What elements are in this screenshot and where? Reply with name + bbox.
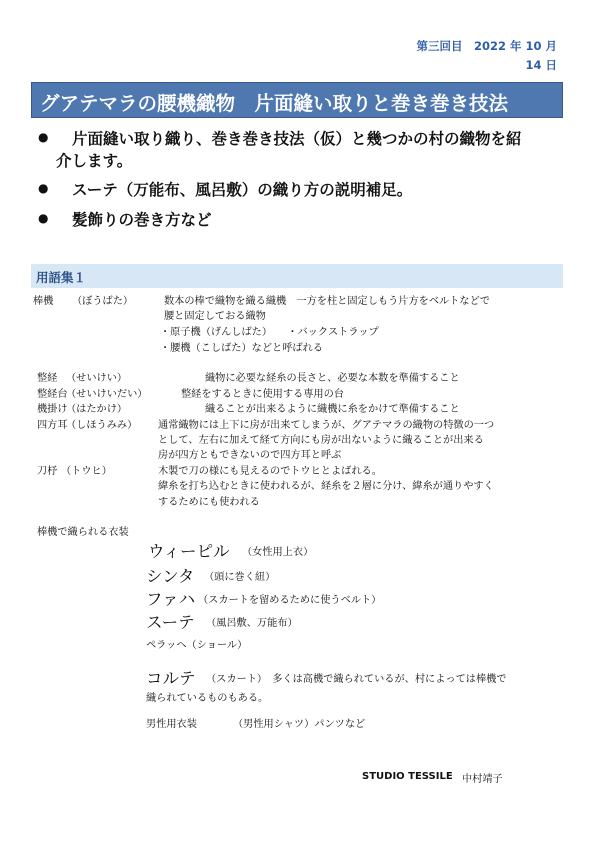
- date-line-2: 14 日: [525, 58, 557, 72]
- definition-line: するためにも使われる: [158, 497, 260, 508]
- definition-line: 数本の棒で織物を織る織機 一方を柱と固定しもう片方をベルトなどで: [164, 296, 490, 307]
- definition-line: 緯糸を打ち込むときに使われるが、経糸を２層に分け、緯糸が通りやすく: [158, 481, 494, 492]
- bullet-icon: ●: [38, 130, 49, 144]
- title-banner: [31, 82, 563, 118]
- garment-desc: （風呂敷、万能布）: [206, 618, 298, 629]
- term-seikeidai: 整経台: [37, 389, 68, 400]
- glossary-heading: 用語集１: [36, 270, 87, 285]
- intro-bullet-1-line-2: 介します。: [56, 152, 133, 170]
- definition-line: 整経をするときに使用する専用の台: [181, 389, 344, 400]
- intro-bullet-2: スーテ（万能布、風呂敷）の織り方の説明補足。: [72, 181, 413, 199]
- term-shihoumimi: 四方耳: [37, 420, 68, 431]
- studio-name: STUDIO TESSILE: [362, 771, 453, 782]
- garment-desc: （頭に巻く紐）: [204, 572, 276, 583]
- reading-seikei: （せいけい）: [66, 373, 128, 384]
- reading-shihoumimi: （しほうみみ）: [66, 420, 138, 431]
- definition-sub-line: ・原子機（げんしばた） ・バックストラップ: [160, 327, 379, 338]
- bullet-icon: ●: [38, 181, 49, 195]
- garment-desc: （女性用上衣）: [242, 547, 314, 558]
- definition-line: 織物に必要な経糸の長さと、必要な本数を準備すること: [205, 373, 460, 384]
- definition-line: 腰と固定しておる織物: [164, 311, 266, 322]
- garment-name: ペラッヘ（ショール）: [146, 640, 248, 651]
- garment-desc: （スカートを留めるために使うベルト）: [198, 595, 382, 606]
- garments-heading: 棒機で織られる衣装: [37, 527, 129, 538]
- term-touhi: 刀杼: [37, 466, 58, 477]
- garment-name: ウィーピル: [148, 542, 230, 561]
- garment-desc: （スカート） 多くは高機で織られているが、村によっては棒機で: [206, 674, 507, 685]
- definition-line: 木製で刀の様にも見えるのでトウヒとよばれる。: [158, 466, 382, 477]
- definition-line: として、左右に加えて経て方向にも房が出ないように織ることが出来る: [158, 435, 484, 446]
- term-seikei: 整経: [37, 373, 58, 384]
- term-hatakake: 機掛け: [37, 404, 68, 415]
- garment-name: シンタ: [146, 567, 195, 586]
- reading-touhi: （トウヒ）: [61, 466, 112, 477]
- reading-boubata: （ぼうばた）: [72, 296, 134, 307]
- garment-name: コルテ: [146, 669, 196, 688]
- garment-desc: （男性用シャツ）パンツなど: [233, 719, 366, 730]
- author-name: 中村靖子: [462, 774, 503, 785]
- glossary-heading-bar: [31, 264, 563, 288]
- bullet-icon: ●: [38, 211, 49, 225]
- date-line-1: 第三回目 2022 年 10 月: [416, 39, 557, 53]
- definition-sub-line: ・腰機（こしばた）などと呼ばれる: [160, 343, 323, 354]
- reading-seikeidai: （せいけいだい）: [66, 389, 148, 400]
- definition-line: 織ることが出来るように織機に糸をかけて準備すること: [205, 404, 460, 415]
- garment-name: 男性用衣装: [146, 719, 197, 730]
- definition-line: 房が四方ともできないので四方耳と呼ぶ: [158, 450, 342, 461]
- reading-hatakake: （はたかけ）: [66, 404, 128, 415]
- garment-desc: 織られているものもある。: [146, 693, 269, 704]
- garment-name: ファハ: [146, 590, 196, 609]
- term-boubata: 棒機: [33, 296, 54, 307]
- intro-bullet-3: 髪飾りの巻き方など: [72, 211, 212, 229]
- page-title: グアテマラの腰機織物 片面縫い取りと巻き巻き技法: [40, 92, 509, 115]
- garment-name: スーテ: [146, 613, 195, 632]
- definition-line: 通常織物には上下に房が出来てしまうが、グアテマラの織物の特徴の一つ: [158, 420, 495, 431]
- intro-bullet-1-line-1: 片面縫い取り織り、巻き巻き技法（仮）と幾つかの村の織物を紹: [72, 130, 522, 148]
